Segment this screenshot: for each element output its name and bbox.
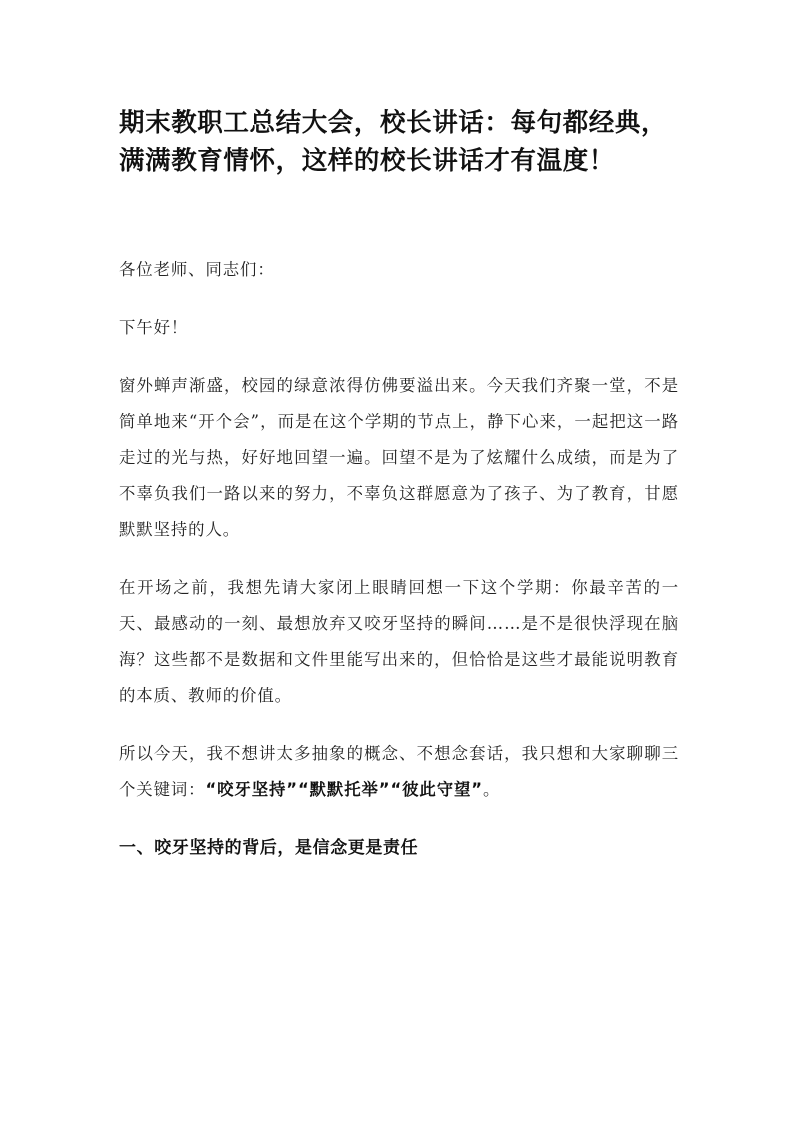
greeting-line: 下午好！ xyxy=(119,318,189,337)
salutation: 各位老师、同志们： xyxy=(119,260,275,279)
body-paragraph-1: 窗外蝉声渐盛，校园的绿意浓得仿佛要溢出来。今天我们齐聚一堂，不是简单地来“开个会”，而是在这个学期的节点上，静下心来，一起把这一路走过的光与热，好好地回望一遍。回望不是为了炫耀什么成绩，而是为了不辜负我们一路以来的努力，不辜负这群愿意为了孩子、为了教育，甘愿默默坚持的人。 xyxy=(119,376,679,539)
body-paragraph-2: 在开场之前，我想先请大家闭上眼睛回想一下这个学期：你最辛苦的一天、最感动的一刻、最想放弃又咬牙坚持的瞬间……是不是很快浮现在脑海？这些都不是数据和文件里能写出来的，但恰恰是这些才最能说明教育的本质、教师的价值。 xyxy=(119,578,679,705)
document-title: 期末教职工总结大会，校长讲话：每句都经典，满满教育情怀，这样的校长讲话才有温度！ xyxy=(119,108,668,176)
section-heading: 一、咬牙坚持的背后，是信念更是责任 xyxy=(119,838,419,858)
keywords-tail-text: 。 xyxy=(482,780,501,799)
keywords-paragraph xyxy=(119,736,679,808)
document-page xyxy=(119,104,679,866)
keywords-bold-text: “咬牙坚持”“默默托举”“彼此守望” xyxy=(205,780,483,799)
keywords-lead-text: 所以今天，我不想讲太多抽象的概念、不想念套话，我只想和大家聊聊三个关键词： xyxy=(119,744,679,799)
